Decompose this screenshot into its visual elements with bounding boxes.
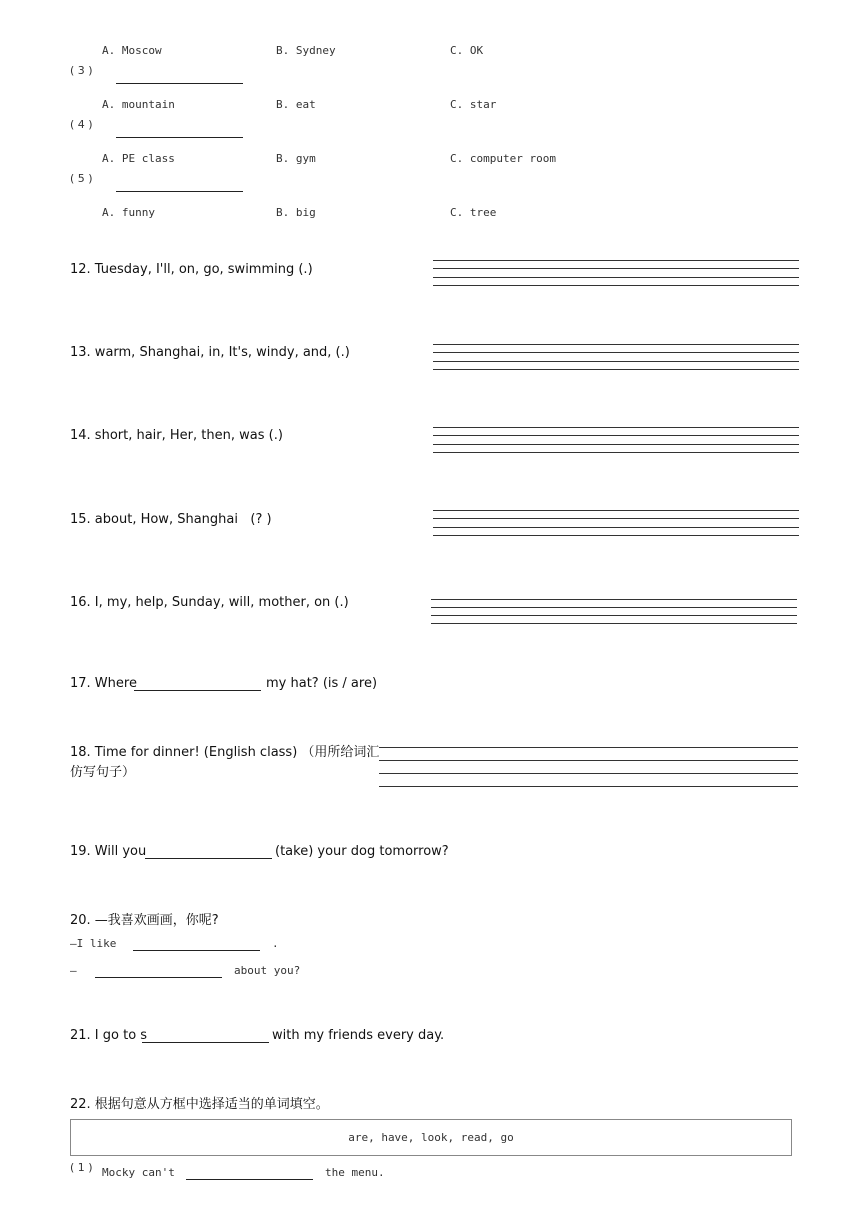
question-16: 16. I, my, help, Sunday, will, mother, on (.)	[70, 595, 349, 610]
writing-lines[interactable]	[431, 599, 797, 627]
writing-lines[interactable]	[433, 260, 799, 288]
answer-blank[interactable]	[145, 858, 272, 859]
answer-blank[interactable]	[186, 1179, 313, 1180]
writing-lines[interactable]	[433, 510, 799, 538]
writing-lines[interactable]	[433, 427, 799, 455]
question-number: ( 4 )	[70, 118, 93, 131]
sentence-end: the menu.	[325, 1166, 385, 1179]
dialogue-dash: —	[70, 964, 77, 977]
option-b: B. eat	[276, 98, 316, 111]
question-22-title: 22. 根据句意从方框中选择适当的单词填空。	[70, 1097, 329, 1112]
question-20-title: 20. —我喜欢画画，你呢?	[70, 913, 219, 928]
option-a: A. PE class	[102, 152, 175, 165]
question-18-line2: 仿写句子）	[70, 765, 136, 780]
question-number: ( 1 )	[70, 1161, 93, 1174]
question-18-line1: 18. Time for dinner! (English class) （用所给词汇	[70, 745, 380, 760]
question-15: 15. about, How, Shanghai (? )	[70, 512, 272, 527]
dialogue-period: .	[272, 937, 279, 950]
option-b: B. big	[276, 206, 316, 219]
word-bank-box	[70, 1119, 792, 1156]
option-b: B. gym	[276, 152, 316, 165]
option-b: B. Sydney	[276, 44, 336, 57]
answer-blank[interactable]	[116, 137, 243, 138]
question-number: ( 5 )	[70, 172, 93, 185]
option-a: A. funny	[102, 206, 155, 219]
option-a: A. Moscow	[102, 44, 162, 57]
question-17-start: 17. Where	[70, 676, 137, 691]
option-c: C. star	[450, 98, 497, 111]
question-19-end: (take) your dog tomorrow?	[275, 844, 449, 859]
question-21-end: with my friends every day.	[272, 1028, 445, 1043]
answer-blank[interactable]	[116, 83, 243, 84]
dialogue-line-2: about you?	[234, 964, 301, 977]
answer-blank[interactable]	[116, 191, 243, 192]
sentence-start: Mocky can't	[102, 1166, 175, 1179]
question-14: 14. short, hair, Her, then, was (.)	[70, 428, 283, 443]
question-21-start: 21. I go to s	[70, 1028, 148, 1043]
question-number: ( 3 )	[70, 64, 93, 77]
writing-lines[interactable]	[433, 344, 799, 372]
option-c: C. tree	[450, 206, 497, 219]
writing-lines[interactable]	[379, 747, 798, 789]
answer-blank[interactable]	[95, 977, 222, 978]
option-c: C. computer room	[450, 152, 556, 165]
answer-blank[interactable]	[142, 1042, 269, 1043]
option-c: C. OK	[450, 44, 484, 57]
option-a: A. mountain	[102, 98, 175, 111]
word-bank: are, have, look, read, go	[348, 1131, 514, 1144]
question-19-start: 19. Will you	[70, 844, 147, 859]
question-12: 12. Tuesday, I'll, on, go, swimming (.)	[70, 262, 313, 277]
question-13: 13. warm, Shanghai, in, It's, windy, and, (.)	[70, 345, 350, 360]
dialogue-line-1: —I like	[70, 937, 117, 950]
question-17-end: my hat? (is / are)	[266, 676, 378, 691]
answer-blank[interactable]	[133, 950, 260, 951]
answer-blank[interactable]	[134, 690, 261, 691]
